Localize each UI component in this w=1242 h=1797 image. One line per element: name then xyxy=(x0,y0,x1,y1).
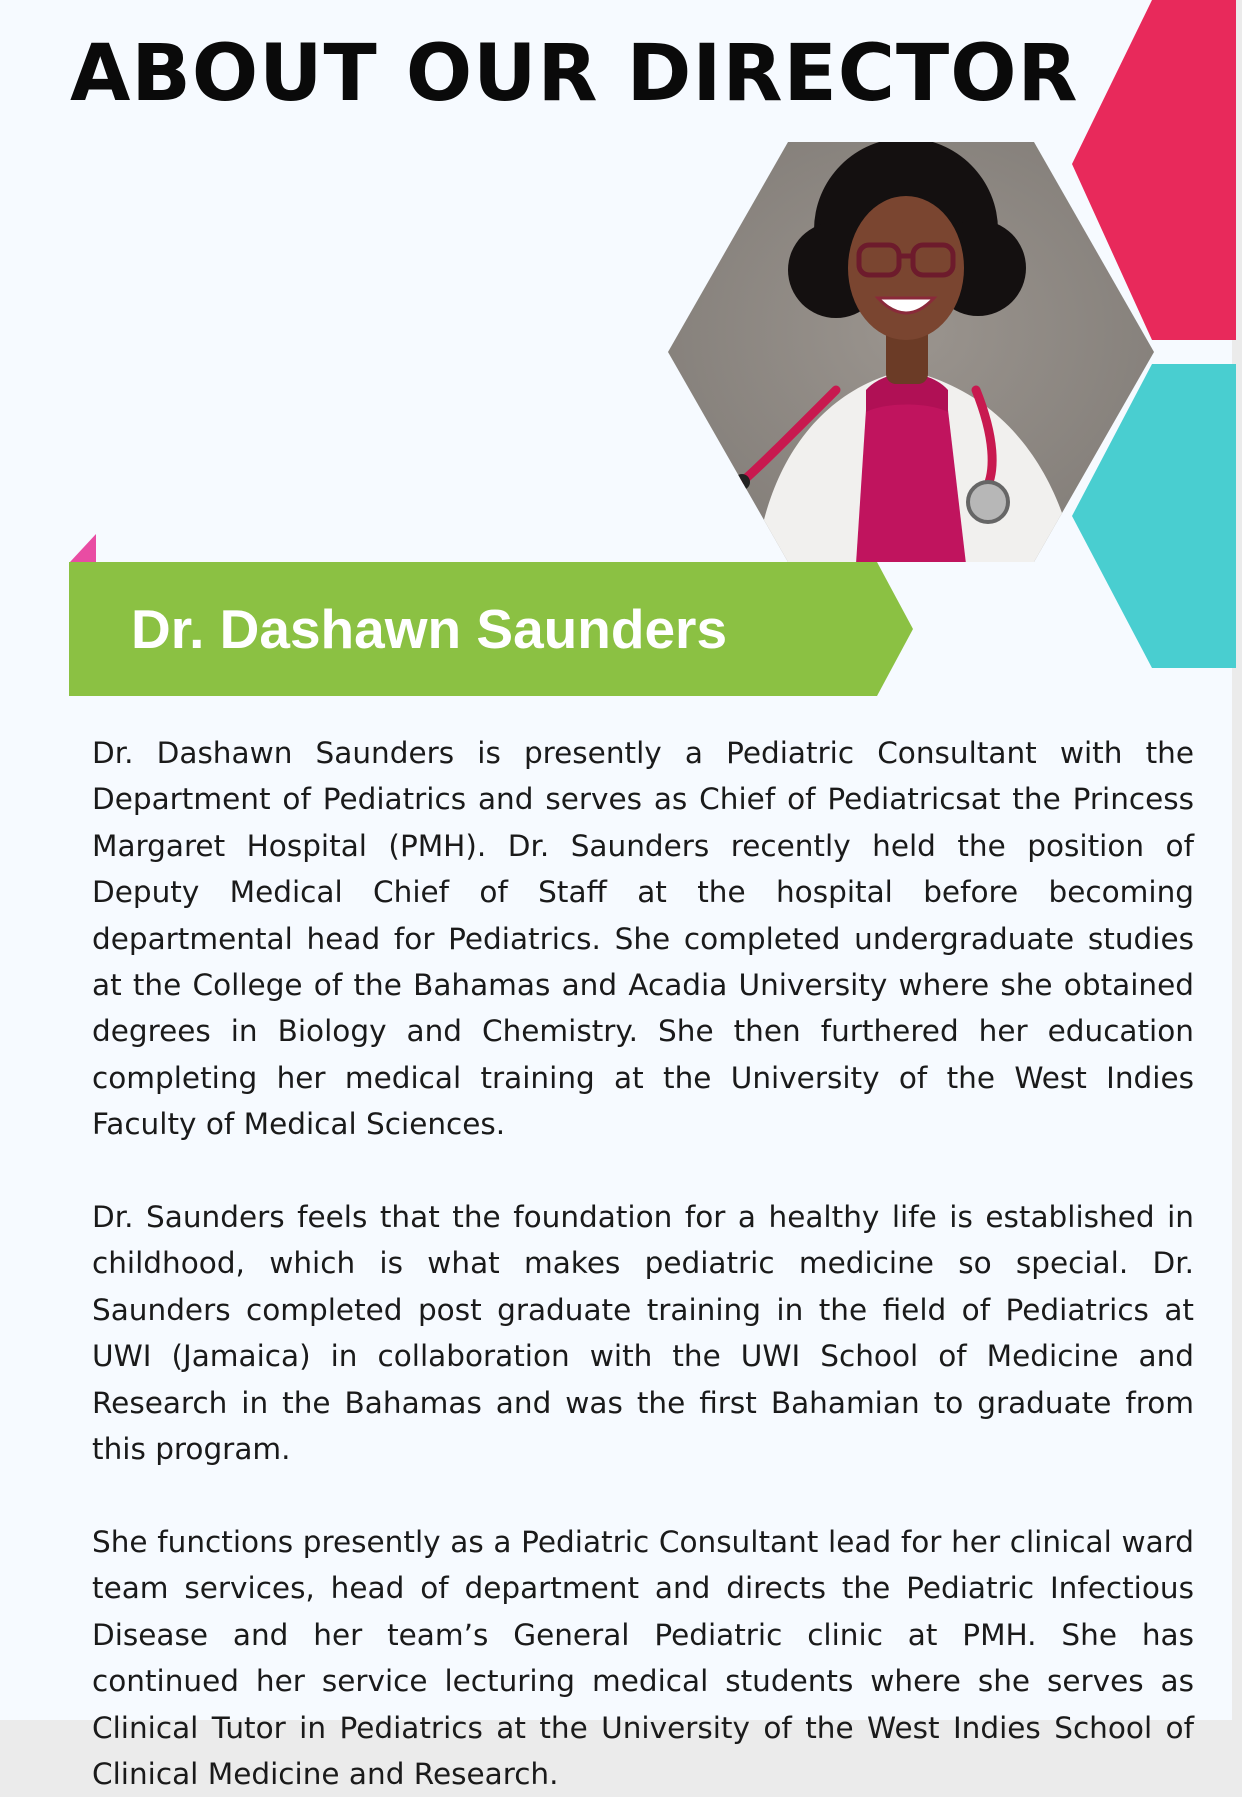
director-bio xyxy=(92,730,1194,1797)
bio-paragraph-3: She functions presently as a Pediatric Consultant lead for her clinical ward team services, head of department and directs the Pediatric Infectious Disease and her team’s General Pediatric clinic at PMH. She has continued her service lecturing medical students where she serves as Clinical Tutor in Pediatrics at the University of the West Indies School of Clinical Medicine and Research. xyxy=(92,1524,1194,1791)
page-title: ABOUT OUR DIRECTOR xyxy=(70,29,1079,119)
director-portrait-photo xyxy=(666,140,1156,564)
bio-paragraph-1: Dr. Dashawn Saunders is presently a Pediatric Consultant with the Department of Pediatrics and serves as Chief of Pediatricsat the Princess Margaret Hospital (PMH). Dr. Saunders recently held the position of Deputy Medical Chief of Staff at the hospital before becoming departmental head for Pediatrics. She completed undergraduate studies at the College of the Bahamas and Acadia University where she obtained degrees in Biology and Chemistry. She then furthered her education completing her medical training at the University of the West Indies Faculty of Medical Sciences. xyxy=(92,736,1194,1142)
magenta-corner-tab xyxy=(70,534,98,562)
name-banner xyxy=(69,562,913,696)
bio-paragraph-2: Dr. Saunders feels that the foundation for a healthy life is established in childhood, which is what makes pediatric medicine so special. Dr. Saunders completed post graduate training in the field of Pediatrics at UWI (Jamaica) in collaboration with the UWI School of Medicine and Research in the Bahamas and was the first Bahamian to graduate from this program. xyxy=(92,1200,1194,1467)
director-name: Dr. Dashawn Saunders xyxy=(131,598,728,660)
